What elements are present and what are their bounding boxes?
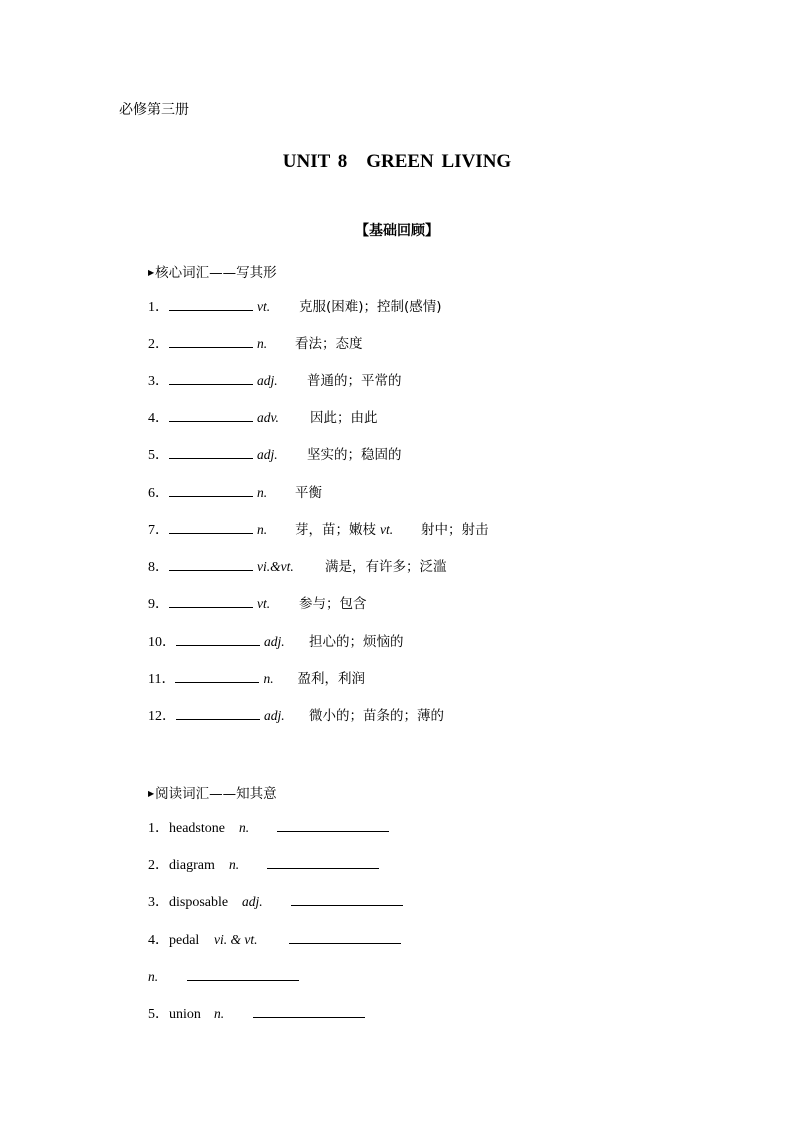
section-heading: 【基础回顾】	[355, 223, 439, 239]
answer-blank[interactable]	[169, 520, 253, 534]
core-vocab-item: 2． n. 看法；态度	[148, 336, 363, 352]
answer-blank[interactable]	[169, 408, 253, 422]
reading-vocab-heading: ▶阅读词汇——知其意	[148, 786, 277, 802]
answer-blank[interactable]	[169, 371, 253, 385]
reading-vocab-item: n.	[148, 967, 299, 986]
reading-vocab-item: 4． pedal vi. & vt.	[148, 930, 401, 950]
unit-title: UNIT 8 GREEN LIVING	[282, 151, 512, 172]
reading-vocab-item: 1． headstone n.	[148, 818, 389, 838]
answer-blank[interactable]	[176, 706, 260, 720]
core-vocab-item: 8． vi.&vt. 满是，有许多；泛滥	[148, 559, 447, 575]
core-vocab-item: 3． adj. 普通的；平常的	[148, 373, 402, 389]
core-vocab-item: 5． adj. 坚实的；稳固的	[148, 447, 402, 463]
core-vocab-item: 9． vt. 参与；包含	[148, 596, 367, 612]
answer-blank[interactable]	[277, 818, 389, 832]
reading-vocab-item: 2． diagram n.	[148, 855, 379, 875]
answer-blank[interactable]	[169, 334, 253, 348]
answer-blank[interactable]	[267, 855, 379, 869]
core-vocab-item: 12． adj. 微小的；苗条的；薄的	[148, 708, 444, 724]
triangle-bullet-icon: ▶	[148, 268, 155, 277]
answer-blank[interactable]	[169, 594, 253, 608]
answer-blank[interactable]	[169, 297, 253, 311]
answer-blank[interactable]	[169, 557, 253, 571]
answer-blank[interactable]	[187, 967, 299, 981]
core-vocab-item: 4． adv. 因此；由此	[148, 410, 378, 426]
core-vocab-heading: ▶核心词汇——写其形	[148, 265, 277, 281]
book-label: 必修第三册	[119, 102, 189, 118]
reading-vocab-item: 5． union n.	[148, 1004, 365, 1024]
core-vocab-item: 1． vt. 克服(困难)；控制(感情)	[148, 299, 442, 315]
core-vocab-item: 11． n. 盈利，利润	[148, 671, 365, 687]
core-vocab-item: 6． n. 平衡	[148, 485, 322, 501]
answer-blank[interactable]	[169, 445, 253, 459]
answer-blank[interactable]	[175, 669, 259, 683]
triangle-bullet-icon: ▶	[148, 789, 155, 798]
core-vocab-item: 7． n. 芽，苗；嫩枝 vt. 射中；射击	[148, 522, 489, 538]
reading-vocab-item: 3． disposable adj.	[148, 892, 403, 912]
answer-blank[interactable]	[253, 1004, 365, 1018]
answer-blank[interactable]	[169, 483, 253, 497]
core-vocab-item: 10． adj. 担心的；烦恼的	[148, 634, 404, 650]
answer-blank[interactable]	[291, 892, 403, 906]
answer-blank[interactable]	[176, 632, 260, 646]
answer-blank[interactable]	[289, 930, 401, 944]
